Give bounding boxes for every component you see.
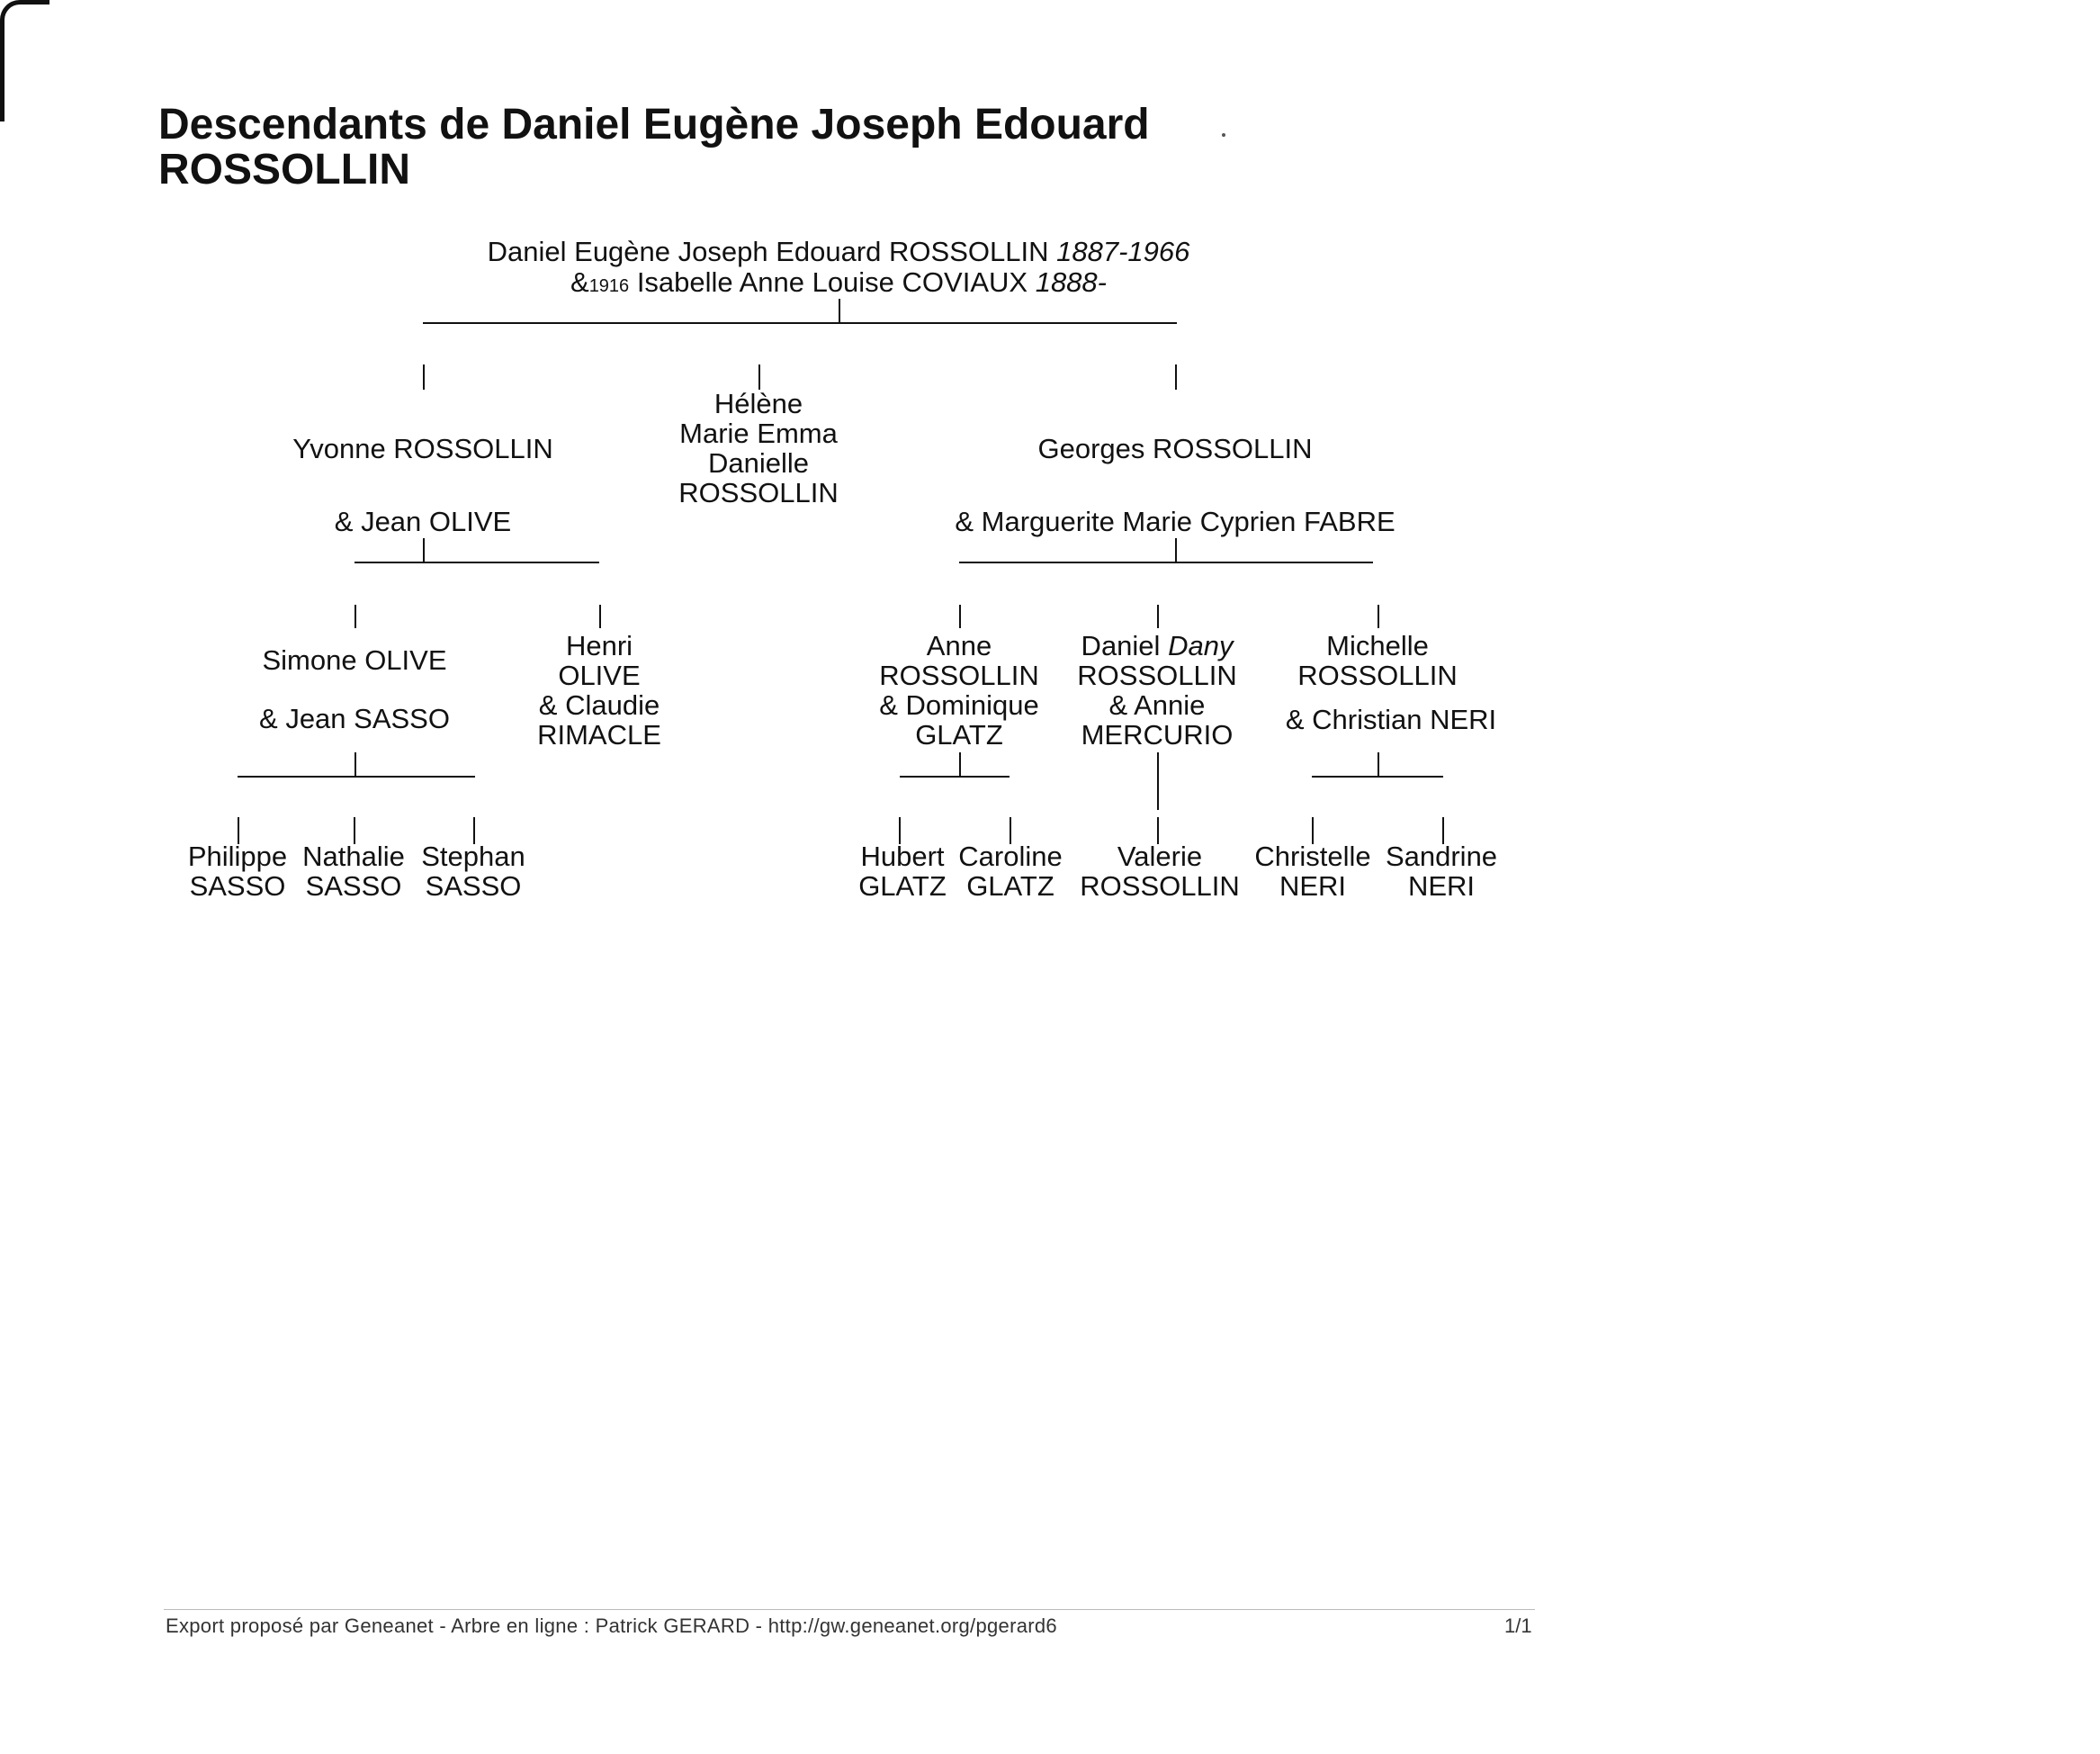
michelle-children-bar	[1312, 776, 1443, 778]
daniel-line-4: MERCURIO	[1081, 719, 1234, 751]
title-line-2: ROSSOLLIN	[158, 146, 411, 193]
anne-block	[879, 631, 1038, 750]
christelle-first: Christelle	[1254, 841, 1371, 872]
simone-name: Simone OLIVE	[262, 644, 447, 676]
daniel-line-3: & Annie	[1108, 689, 1206, 721]
daniel-line-2: ROSSOLLIN	[1077, 660, 1237, 691]
helene-line-2: Marie Emma	[679, 418, 838, 449]
anne-children-bar	[900, 776, 1010, 778]
sandrine-first: Sandrine	[1385, 841, 1498, 872]
person-sandrine	[1386, 841, 1497, 901]
scan-speck	[1222, 133, 1225, 137]
simone-spouse: & Jean SASSO	[259, 703, 450, 734]
simone-stem	[354, 752, 356, 776]
person-caroline	[958, 841, 1062, 901]
anne-line-3: & Dominique	[879, 689, 1039, 721]
anne-line-2: ROSSOLLIN	[879, 660, 1039, 691]
person-stephan	[421, 841, 525, 901]
marriage-year: 1916	[588, 276, 630, 296]
root-stem	[839, 299, 840, 322]
anne-line-1: Anne	[926, 630, 992, 661]
daniel-block	[1077, 631, 1236, 750]
daniel-line-1	[1077, 631, 1236, 661]
page-number: 1/1	[1504, 1615, 1532, 1637]
person-hubert	[858, 841, 947, 901]
anne-stem	[959, 752, 961, 776]
page-title	[158, 103, 1150, 193]
yvonne-children-bar	[354, 562, 599, 563]
philippe-last: SASSO	[189, 870, 286, 902]
michelle-stem	[1378, 752, 1379, 776]
person-christelle	[1254, 841, 1370, 901]
footer-rule	[164, 1609, 1535, 1610]
helene-tick	[758, 364, 760, 390]
helene-line-1: Hélène	[713, 388, 803, 419]
christelle-last: NERI	[1279, 870, 1347, 902]
root-person	[488, 237, 1190, 266]
georges-name: Georges ROSSOLLIN	[1037, 433, 1313, 464]
stephan-last: SASSO	[425, 870, 522, 902]
philippe-first: Philippe	[187, 841, 288, 872]
henri-line-1: Henri	[565, 630, 633, 661]
helene-block	[678, 389, 838, 508]
person-valerie	[1080, 841, 1239, 901]
person-nathalie	[302, 841, 405, 901]
caroline-first: Caroline	[958, 841, 1063, 872]
anne-line-4: GLATZ	[915, 719, 1003, 751]
yvonne-name: Yvonne ROSSOLLIN	[292, 433, 553, 464]
valerie-last: ROSSOLLIN	[1080, 870, 1240, 902]
marriage-sign: &	[570, 266, 589, 298]
root-dates: 1887-1966	[1056, 236, 1190, 267]
henri-line-2: OLIVE	[558, 660, 641, 691]
hubert-first: Hubert	[860, 841, 945, 872]
michelle-spouse: & Christian NERI	[1285, 704, 1497, 735]
footer-credit: Export proposé par Geneanet - Arbre en ligne : Patrick GERARD - http://gw.geneanet.org/pgerard6	[166, 1615, 1057, 1637]
yvonne-stem	[423, 538, 425, 562]
daniel-nickname: Dany	[1168, 630, 1234, 661]
michelle-tick	[1378, 605, 1379, 628]
daniel-first-name: Daniel	[1081, 630, 1161, 661]
stephan-first: Stephan	[421, 841, 525, 872]
person-philippe	[188, 841, 287, 901]
georges-spouse: & Marguerite Marie Cyprien FABRE	[955, 506, 1396, 537]
yvonne-spouse: & Jean OLIVE	[334, 506, 512, 537]
caroline-last: GLATZ	[966, 870, 1054, 902]
root-name: Daniel Eugène Joseph Edouard ROSSOLLIN	[487, 236, 1049, 267]
valerie-first: Valerie	[1117, 841, 1203, 872]
daniel-tick	[1157, 605, 1159, 628]
scan-corner-mark	[0, 0, 49, 121]
simone-tick	[354, 605, 356, 628]
daniel-stem	[1157, 752, 1159, 810]
hubert-last: GLATZ	[858, 870, 947, 902]
helene-line-3: Danielle	[707, 447, 810, 479]
michelle-line-2: ROSSOLLIN	[1297, 660, 1458, 691]
henri-block	[537, 631, 661, 750]
michelle-block	[1297, 631, 1457, 690]
henri-tick	[599, 605, 601, 628]
root-spouse-line	[570, 267, 1107, 301]
henri-line-4: RIMACLE	[537, 719, 661, 751]
georges-children-bar	[959, 562, 1373, 563]
root-spouse-dates: 1888-	[1035, 266, 1107, 298]
root-spouse-name: Isabelle Anne Louise COVIAUX	[636, 266, 1028, 298]
helene-line-4: ROSSOLLIN	[678, 477, 839, 508]
yvonne-tick	[423, 364, 425, 390]
root-sibling-bar	[423, 322, 1177, 324]
simone-children-bar	[238, 776, 475, 778]
title-line-1: Descendants de Daniel Eugène Joseph Edouard	[158, 101, 1150, 148]
nathalie-first: Nathalie	[302, 841, 405, 872]
sandrine-last: NERI	[1407, 870, 1476, 902]
georges-tick	[1175, 364, 1177, 390]
nathalie-last: SASSO	[305, 870, 402, 902]
anne-tick	[959, 605, 961, 628]
georges-stem	[1175, 538, 1177, 562]
michelle-line-1: Michelle	[1326, 630, 1429, 661]
henri-line-3: & Claudie	[538, 689, 660, 721]
